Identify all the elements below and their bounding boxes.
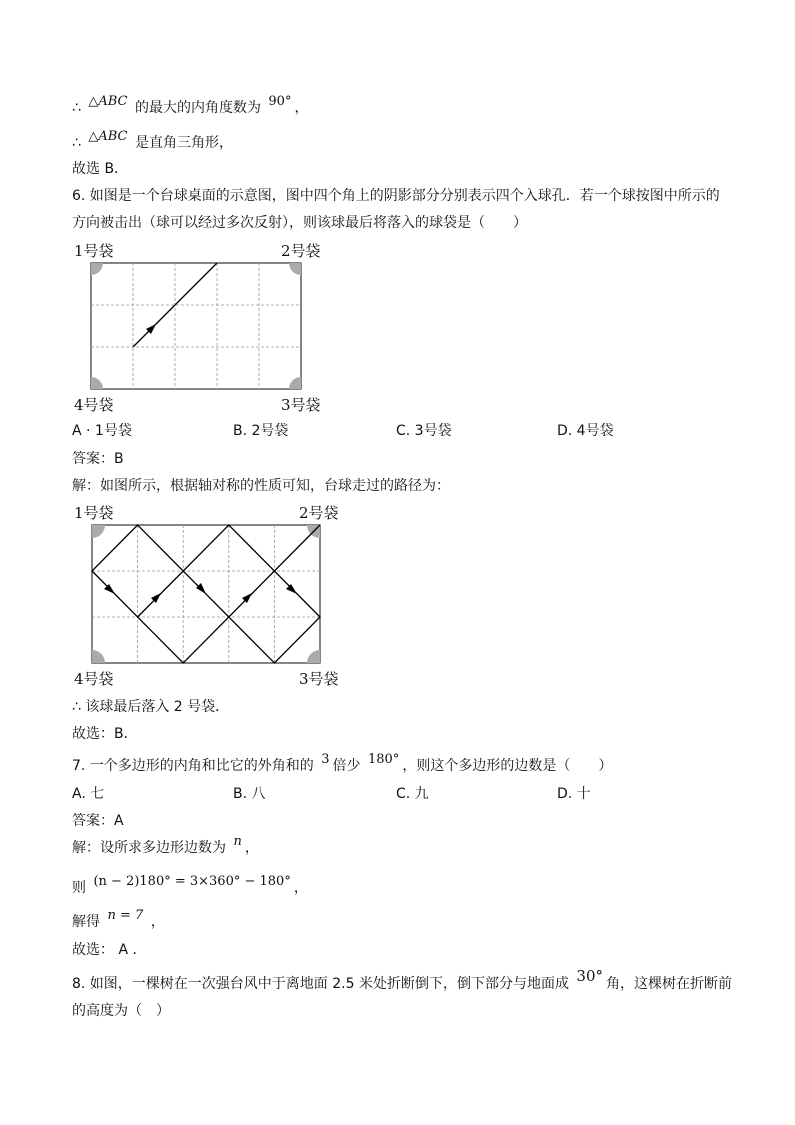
q8-stem-line-1 xyxy=(72,967,733,994)
q6-conclusion: ∴ 该球最后落入 2 号袋． xyxy=(72,699,230,715)
q7-multiplier: 3 xyxy=(321,752,330,767)
q8-angle: 30° xyxy=(576,967,604,985)
q7-solution-text: 解得 xyxy=(72,914,105,930)
q7-option-c: C. 九 xyxy=(396,786,429,802)
q7-stem xyxy=(72,752,613,777)
fig2-pocket-3-label: 3号袋 xyxy=(299,670,339,688)
q6-option-c: C. 3号袋 xyxy=(396,423,452,439)
q7-variable-n: n xyxy=(233,834,242,849)
q6-option-a: A · 1号袋 xyxy=(72,423,132,439)
q7-option-d: D. 十 xyxy=(557,786,591,802)
q7-solution-line-1 xyxy=(72,834,259,859)
q6-answer: 答案：B xyxy=(72,451,124,467)
fig1-pocket-1-label: 1号袋 xyxy=(74,242,114,260)
fig2-pocket-4-label: 4号袋 xyxy=(74,670,114,688)
q7-stem-text: 7. 一个多边形的内角和比它的外角和的 xyxy=(72,758,319,774)
prev-line-1 xyxy=(72,94,309,119)
triangle-abc: △ABC xyxy=(88,129,128,144)
q7-solution-text: ， xyxy=(146,914,165,930)
q7-angle: 180° xyxy=(368,752,400,767)
q7-option-a: A. 七 xyxy=(72,786,105,802)
q7-solution-text: ， xyxy=(293,880,308,896)
q7-equation: (n − 2)180° = 3×360° − 180° xyxy=(93,874,291,889)
fig1-pocket-2-label: 2号袋 xyxy=(281,242,321,260)
q7-solution-line-2 xyxy=(72,874,308,899)
q7-stem-text: 倍少 xyxy=(332,758,365,774)
q8-stem-line-2: 的高度为（ ） xyxy=(72,1003,170,1019)
prev-line-2 xyxy=(72,129,233,154)
pool-table-figure-1 xyxy=(90,262,302,390)
angle-value: 90° xyxy=(268,94,292,109)
q7-choose: 故选： A ． xyxy=(72,942,147,958)
fig2-pocket-2-label: 2号袋 xyxy=(299,504,339,522)
prev-text: 是直角三角形， xyxy=(130,135,233,151)
q7-solution-text: ， xyxy=(244,840,259,856)
q7-result: n = 7 xyxy=(107,908,144,923)
q6-stem-line-1: 6. 如图是一个台球桌面的示意图，图中四个角上的阴影部分分别表示四个入球孔．若一个球按图中所示的 xyxy=(72,188,720,204)
q6-option-b: B. 2号袋 xyxy=(233,423,289,439)
q7-solution-text: 解：设所求多边形边数为 xyxy=(72,840,231,856)
prev-text: 的最大的内角度数为 xyxy=(130,100,266,116)
triangle-abc: △ABC xyxy=(88,94,128,109)
q6-stem-line-2: 方向被击出（球可以经过多次反射），则该球最后将落入的球袋是（ ） xyxy=(72,215,527,231)
q6-option-d: D. 4号袋 xyxy=(557,423,614,439)
therefore-symbol: ∴ xyxy=(72,100,86,116)
q8-stem-text: 8. 如图，一棵树在一次强台风中于离地面 2.5 米处折断倒下，倒下部分与地面成 xyxy=(72,976,574,992)
q6-explanation: 解：如图所示，根据轴对称的性质可知，台球走过的路径为： xyxy=(72,478,450,494)
q7-option-b: B. 八 xyxy=(233,786,266,802)
prev-text-end: ， xyxy=(294,100,309,116)
pool-table-figure-2 xyxy=(91,524,321,664)
q7-stem-text: ，则这个多边形的边数是（ ） xyxy=(402,758,613,774)
therefore-symbol: ∴ xyxy=(72,135,86,151)
prev-choose: 故选 B． xyxy=(72,161,129,177)
fig1-pocket-4-label: 4号袋 xyxy=(74,396,114,414)
q7-solution-line-3 xyxy=(72,908,165,933)
q7-solution-text: 则 xyxy=(72,880,91,896)
fig2-pocket-1-label: 1号袋 xyxy=(74,504,114,522)
fig1-pocket-3-label: 3号袋 xyxy=(281,396,321,414)
q8-stem-text: 角，这棵树在折断前 xyxy=(606,976,733,992)
q6-choose: 故选：B． xyxy=(72,726,138,742)
q7-answer: 答案：A xyxy=(72,813,124,829)
